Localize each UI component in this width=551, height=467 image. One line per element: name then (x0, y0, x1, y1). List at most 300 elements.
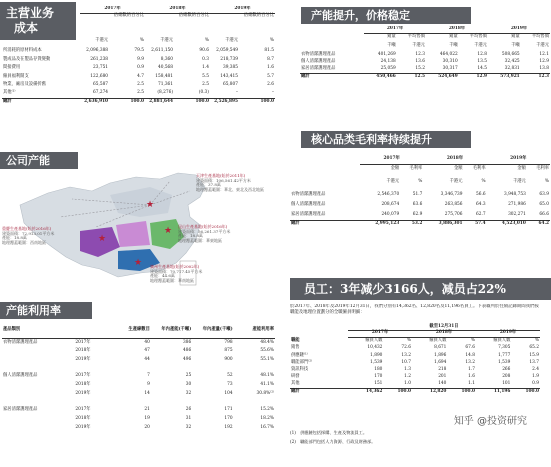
staff-total-cell: 100.0 (447, 388, 476, 394)
volume-row (300, 66, 550, 74)
margin-cell: 275,706 (444, 211, 463, 217)
volume-total-label: 總計 (300, 74, 364, 80)
site-name: 天津生產基地(始於2011年) (196, 173, 246, 178)
site-capacity: 產能：44.6萬 (150, 273, 175, 279)
staff-total-cell: 11,196 (476, 388, 511, 394)
cost-unit: 千港元 (225, 37, 239, 43)
staff-header-group: 截至12月31日 (348, 324, 540, 330)
cost-unit: 千港元 (95, 37, 109, 43)
cost-total-cell: 100.0 (239, 98, 275, 104)
util-cell: 2017年 (75, 373, 91, 379)
util-cell: 192 (224, 425, 233, 431)
price-unit: 千港元 (412, 42, 425, 48)
util-cell: 26 (185, 407, 192, 413)
volume-cell: 30,310 (442, 59, 458, 65)
margin-row-label: 衣物清潔護理產品 (291, 191, 326, 197)
site-name: 昆山生產基地(始於2016年) (178, 224, 228, 229)
cost-pct-header: 佔總數的百分比 (178, 12, 209, 18)
cost-cell: – (271, 90, 274, 96)
volume-total-cell: 573,921 (488, 74, 521, 80)
util-cell: 14 (144, 391, 150, 397)
util-category: 衣物清潔護理產品 (3, 339, 38, 345)
cost-cell: 39,385 (222, 65, 239, 71)
staff-cell: 1,539 (498, 359, 511, 365)
cost-cell: 5.5 (202, 73, 209, 79)
site-capacity: 產能：18.8萬 (2, 235, 27, 241)
margin-cell: 3,346,739 (440, 191, 463, 197)
staff-title: 员工：3年减少3166人，减员占22% (304, 282, 506, 296)
volume-unit: 千噸 (449, 42, 458, 48)
util-cell: 21 (144, 407, 150, 413)
cost-row (2, 47, 275, 56)
star-guangzhou-icon: ★ (134, 258, 143, 268)
cost-cell: – (235, 90, 239, 96)
cost-total-cell: 2,636,910 (80, 98, 109, 104)
cost-row (2, 81, 275, 90)
site-note-chongqing (2, 227, 54, 245)
staff-table-panel (290, 304, 548, 464)
cost-unit: % (204, 37, 209, 43)
cost-year-2017: 2017年 (80, 6, 145, 13)
staff-row (290, 367, 540, 374)
site-note-guangzhou (150, 265, 202, 283)
cost-table (2, 6, 275, 104)
util-cell: 798 (224, 339, 233, 345)
volume-cell: 30,317 (442, 66, 458, 72)
margin-cell: 62.7 (476, 211, 486, 217)
cost-cell: 71,361 (157, 82, 174, 88)
util-category (2, 356, 74, 365)
cost-cell: 79.5 (134, 48, 144, 54)
volume-year: 2018年 (426, 26, 488, 33)
margin-cell: 62.9 (412, 211, 423, 217)
staff-footnotes (290, 428, 376, 446)
margin-total-label: 總計 (290, 220, 360, 226)
staff-cell: 1.1 (468, 381, 475, 387)
cost-cell: 1.6 (267, 65, 274, 71)
volume-total-cell: 450,466 (364, 74, 397, 80)
util-cell: 30.8%⁽²⁾ (256, 391, 274, 397)
margin-total-row (290, 220, 550, 226)
amount-unit: 千港元 (449, 178, 463, 184)
cost-row (2, 64, 275, 73)
cost-row-label: 物業、廠房及設備折舊 (3, 82, 46, 88)
star-kunshan-icon: ★ (164, 226, 173, 236)
volume-cell: 464,022 (439, 51, 458, 57)
cost-cell: 23,751 (93, 65, 109, 71)
volume-total-cell: 12.9 (459, 74, 488, 80)
amount-unit: 千港元 (386, 178, 400, 184)
staff-cell: 13.2 (465, 359, 475, 365)
util-cell: 55.6% (260, 348, 274, 354)
staff-row (290, 359, 540, 366)
utilization-table (2, 322, 275, 440)
util-cell: 44 (144, 357, 150, 363)
cost-cell: 158,481 (155, 73, 174, 79)
price-unit: 千港元 (474, 42, 487, 48)
util-cell: 41.1% (260, 382, 274, 388)
util-cell: 2019年 (75, 425, 91, 431)
staff-cell: 10,432 (367, 345, 383, 351)
staff-cell: 1.2 (404, 374, 411, 380)
util-cell: 19 (144, 416, 150, 422)
star-chongqing-icon: ★ (98, 234, 107, 244)
util-row (2, 338, 275, 347)
volume-cell: 12.3 (415, 51, 425, 57)
volume-cell: 32,425 (504, 59, 520, 65)
staff-table (290, 324, 540, 394)
staff-footnote: (1) 供應鏈包括採購、生產及物流員工。 (290, 430, 368, 435)
staff-cell: 14.8 (465, 352, 475, 358)
staff-cell: 1.3 (404, 367, 411, 372)
staff-cell: 1.6 (468, 374, 475, 380)
cost-title-line2: 成本 (14, 21, 39, 35)
cost-pct-header: 佔總數的百分比 (243, 12, 274, 18)
volume-cell: 13.6 (415, 59, 425, 65)
section-banner-utilization (0, 302, 92, 319)
cost-unit: % (139, 37, 144, 43)
site-note-kunshan (178, 225, 230, 243)
util-row (2, 356, 275, 365)
staff-total-label: 總計 (290, 388, 348, 394)
staff-total-row (290, 388, 540, 394)
staff-cell: 1,896 (434, 352, 447, 358)
margin-total-cell: 3,886,301 (423, 220, 463, 226)
util-cell: 16.7% (260, 425, 274, 431)
staff-cell: 1,539 (370, 359, 383, 365)
volume-total-cell: 12.5 (397, 74, 426, 80)
staff-total-cell: 14,362 (348, 388, 383, 394)
util-row (2, 424, 275, 433)
cost-cell: 2.5 (137, 90, 144, 96)
cost-row-label: 間接費用 (3, 65, 21, 71)
margin-cell: 271,986 (508, 201, 526, 207)
util-cell: 104 (224, 391, 233, 397)
cost-row (2, 73, 275, 82)
util-spacer (2, 399, 275, 406)
volume-total-cell: 524,649 (426, 74, 459, 80)
cost-total-cell: 100.0 (109, 98, 145, 104)
cost-row (2, 90, 275, 99)
margin-cell: 2,546,370 (377, 191, 400, 197)
site-name: 重慶生產基地(始於2016年) (2, 226, 52, 231)
util-category (2, 390, 74, 399)
util-row (2, 390, 275, 399)
margin-col-head: 毛利率 (472, 166, 486, 172)
cost-cell: 8.7 (267, 56, 274, 62)
cost-unit: 千港元 (160, 37, 174, 43)
site-capacity: 產能：18.8萬 (178, 233, 203, 239)
cost-year-2019: 2019年 (210, 6, 275, 13)
util-cell: 48.4% (260, 339, 274, 345)
staff-cell: 151 (374, 381, 383, 387)
cost-cell: 90.6 (199, 48, 209, 54)
staff-cell: 218 (438, 367, 447, 372)
margin-year: 2019年 (487, 155, 550, 164)
staff-cell: 208 (502, 374, 511, 380)
staff-cell: 140 (438, 381, 447, 387)
staff-cell: 8,671 (434, 345, 447, 351)
staff-intro: 於2017年、2018年及2019年12月31日，我們分別有14,362名、12,820名及11,196名員工。下表載列於往績記錄期間我們按職能及地理位置劃分的全職僱員明細： (290, 304, 539, 315)
volume-cell: 401,269 (377, 51, 396, 57)
staff-year: 2018年 (412, 330, 476, 337)
volume-cell: 12.8 (477, 51, 487, 57)
margin-unit: % (544, 178, 549, 184)
cost-cell: 65,587 (93, 82, 109, 88)
utilization-title: 产能利用率 (6, 304, 61, 317)
util-category: 個人清潔護理產品 (3, 373, 38, 379)
volume-cell: 25,059 (380, 66, 396, 72)
cost-cell: 261,238 (90, 56, 109, 62)
util-cell: 15.2% (260, 407, 274, 413)
util-row (2, 372, 275, 381)
staff-cell: 15.9 (529, 352, 539, 358)
utilization-table-panel (2, 322, 275, 464)
staff-cell: 101 (502, 381, 511, 387)
volume-table (300, 26, 550, 79)
cost-cell: 1.4 (202, 65, 209, 71)
cost-cell: 67,274 (93, 90, 109, 96)
margin-total-cell: 64.2 (527, 220, 550, 226)
util-spacer (2, 433, 275, 440)
section-banner-staff (290, 278, 551, 300)
staff-cell: 7,305 (498, 345, 511, 351)
margin-cell: 302,271 (508, 211, 526, 217)
cost-row-label: 製成品及在製品存貨變動 (3, 56, 51, 62)
staff-row-label: 資訊科技 (291, 367, 309, 372)
cost-row-label: 僱員福利開支 (3, 73, 29, 79)
cost-cell: (8,276) (157, 90, 174, 96)
util-cell: 55.1% (260, 357, 274, 363)
section-banner-margin (301, 131, 471, 148)
util-row (2, 381, 275, 390)
cost-total-row (2, 98, 275, 104)
staff-year: 2019年 (476, 330, 540, 337)
cost-cell: 65,807 (222, 82, 239, 88)
cost-total-cell: 100.0 (174, 98, 210, 104)
util-cell: 32 (185, 425, 192, 431)
site-capacity: 產能：37.8萬 (196, 182, 221, 188)
util-cell: 496 (183, 357, 192, 363)
volume-cell: 32,831 (504, 66, 520, 72)
site-coverage: 地理覆蓋範圍：華北、東北及西北地區 (196, 186, 264, 192)
cost-cell: 4.7 (137, 73, 144, 79)
staff-row (290, 374, 540, 381)
cost-total-cell: 2,526,895 (210, 98, 239, 104)
staff-total-cell: 12,820 (412, 388, 447, 394)
util-cell: 73 (227, 382, 233, 388)
volume-cell: 14.5 (477, 66, 487, 72)
util-cell: 32 (185, 391, 192, 397)
util-cell: 2019年 (75, 391, 91, 397)
cost-unit: % (269, 37, 274, 43)
util-cell: 875 (224, 348, 233, 354)
staff-col-pct: % (406, 338, 411, 344)
price-col-head: 平均售價 (469, 34, 487, 40)
volume-row-label: 個人清潔護理產品 (301, 59, 336, 65)
staff-total-cell: 100.0 (511, 388, 540, 394)
volume-col-head: 銷量 (387, 34, 396, 40)
util-row (2, 406, 275, 415)
staff-col-count: 僱員人數 (493, 338, 511, 344)
cost-table-panel (2, 6, 275, 146)
volume-row (300, 51, 550, 59)
volume-unit: 千噸 (511, 42, 520, 48)
util-cell: 2017年 (75, 339, 91, 345)
cost-cell: 2,611,150 (151, 48, 174, 54)
margin-row-label: 家居清潔護理產品 (291, 211, 326, 217)
util-cell: 40 (144, 339, 150, 345)
cost-cell: 2.5 (137, 82, 144, 88)
staff-year: 2017年 (348, 330, 412, 337)
volume-cell: 12.1 (539, 51, 549, 57)
margin-total-cell: 4,523,010 (487, 220, 527, 226)
margin-unit: % (418, 178, 423, 184)
volume-row-label: 家居清潔護理產品 (301, 66, 336, 72)
staff-cell: 13.2 (401, 352, 411, 358)
staff-total-cell: 100.0 (383, 388, 412, 394)
volume-row (300, 59, 550, 67)
volume-row-label: 衣物清潔護理產品 (301, 51, 336, 57)
util-cell: 2017年 (75, 407, 91, 413)
volume-year: 2017年 (364, 26, 426, 33)
volume-cell: 13.5 (477, 59, 487, 65)
cost-cell: (0.3) (198, 90, 209, 96)
section-banner-capacity (301, 7, 471, 24)
util-cell: 7 (147, 373, 150, 379)
util-category (2, 381, 74, 390)
staff-cell: 1.0 (404, 381, 411, 387)
util-row (2, 347, 275, 356)
margin-total-cell: 53.2 (400, 220, 423, 226)
util-head-capacity: 年內產能(千噸) (151, 322, 192, 338)
volume-cell: 12.9 (539, 59, 549, 65)
staff-cell: 1,694 (434, 359, 447, 365)
util-cell: 31 (185, 416, 192, 422)
cost-year-2018: 2018年 (145, 6, 210, 13)
plants-title: 公司产能 (6, 154, 50, 167)
margin-cell: 63.9 (539, 191, 549, 197)
margin-cell: 63.6 (412, 201, 423, 207)
watermark: 知乎 @投资研究 (453, 416, 527, 427)
staff-cell: 170 (374, 374, 383, 380)
margin-col-head: 毛利率 (409, 166, 423, 172)
staff-cell: 1.7 (468, 367, 475, 372)
util-cell: 170 (224, 416, 233, 422)
staff-footnote: (2) 職能部門包括人力資源、行政及財務部。 (290, 439, 376, 444)
staff-row-label: 研發 (291, 374, 300, 380)
staff-col-pct: % (470, 338, 475, 344)
margin-row (290, 190, 550, 200)
site-area: 建築面積：106,561.42平方米 (196, 177, 251, 183)
site-coverage: 地理覆蓋範圍：西南地區 (2, 239, 46, 245)
margin-cell: 263,856 (444, 201, 463, 207)
util-spacer (2, 365, 275, 372)
volume-total-cell: 12.3 (521, 74, 550, 80)
cost-total-label: 總計 (2, 98, 80, 104)
staff-cell: 65.2 (529, 345, 539, 351)
util-cell: 2018年 (75, 348, 91, 354)
amount-unit: 千港元 (512, 178, 526, 184)
margin-year: 2017年 (360, 155, 423, 164)
price-unit: 千港元 (536, 42, 549, 48)
staff-cell: 266 (502, 367, 511, 372)
margin-table (290, 155, 550, 226)
staff-cell: 72.6 (401, 345, 411, 351)
margin-total-cell: 2,995,123 (360, 220, 400, 226)
staff-col-count: 僱員人數 (365, 338, 383, 344)
amount-col-head: 金額 (453, 166, 463, 172)
cost-cell: 0.9 (137, 65, 144, 71)
cost-cell: 5.7 (267, 73, 274, 79)
cost-row-label: 其他⁽¹⁾ (3, 90, 16, 96)
cost-row-label: 所消耗的原材料成本 (3, 48, 42, 54)
cost-cell: 81.5 (264, 48, 274, 54)
staff-row-label: 供應鏈⁽¹⁾ (291, 352, 308, 358)
capacity-title: 产能提升，价格稳定 (311, 9, 410, 22)
volume-cell: 15.2 (415, 66, 425, 72)
util-cell: 2018年 (75, 382, 91, 388)
margin-unit: % (481, 178, 486, 184)
staff-row-label: 其他 (291, 381, 300, 387)
util-cell: 30 (185, 382, 192, 388)
margin-title: 核心品类毛利率持续提升 (311, 133, 432, 146)
cost-title-line1: 主营业务 (6, 6, 55, 20)
staff-cell: 1,777 (498, 352, 511, 358)
cost-total-cell: 2,881,644 (145, 98, 174, 104)
margin-cell: 3,948,753 (503, 191, 526, 197)
china-map (0, 165, 275, 295)
staff-cell: 13.7 (529, 359, 539, 365)
margin-cell: 65.0 (539, 201, 549, 207)
cost-cell: 9.9 (137, 56, 144, 62)
util-head-lines: 生產線數目 (120, 322, 151, 338)
site-coverage: 地理覆蓋範圍：華南地區 (150, 277, 194, 283)
margin-row (290, 210, 550, 220)
util-cell: 386 (183, 339, 192, 345)
margin-cell: 64.3 (476, 201, 486, 207)
staff-col-func: 職能 (291, 337, 300, 343)
margin-total-cell: 57.4 (464, 220, 487, 226)
volume-total-row (300, 74, 550, 80)
util-cell: 2018年 (75, 416, 91, 422)
util-cell: 52 (227, 373, 233, 379)
cost-cell: 0.3 (202, 56, 209, 62)
staff-cell: 10.7 (401, 359, 411, 365)
staff-row (290, 352, 540, 359)
util-category (2, 415, 74, 424)
cost-cell: 2.5 (202, 82, 209, 88)
cost-cell: 40,568 (157, 65, 174, 71)
volume-cell: 13.8 (539, 66, 549, 72)
util-cell: 486 (183, 348, 192, 354)
staff-cell: 1,890 (370, 352, 383, 358)
util-cell: 20 (144, 425, 150, 431)
staff-col-pct: % (534, 338, 539, 344)
staff-cell: 1.9 (532, 374, 539, 380)
price-col-head: 平均售價 (531, 34, 549, 40)
staff-row (290, 345, 540, 352)
site-note-tianjin (196, 174, 264, 192)
star-tianjin-icon: ★ (146, 200, 155, 210)
staff-col-count: 僱員人數 (429, 338, 447, 344)
margin-cell: 240,079 (381, 211, 400, 217)
cost-row (2, 56, 275, 65)
site-name: 廣州生產基地(始於2002年) (150, 264, 200, 269)
util-cell: 47 (144, 348, 150, 354)
cost-cell: 8,360 (160, 56, 174, 62)
volume-col-head: 銷量 (449, 34, 458, 40)
